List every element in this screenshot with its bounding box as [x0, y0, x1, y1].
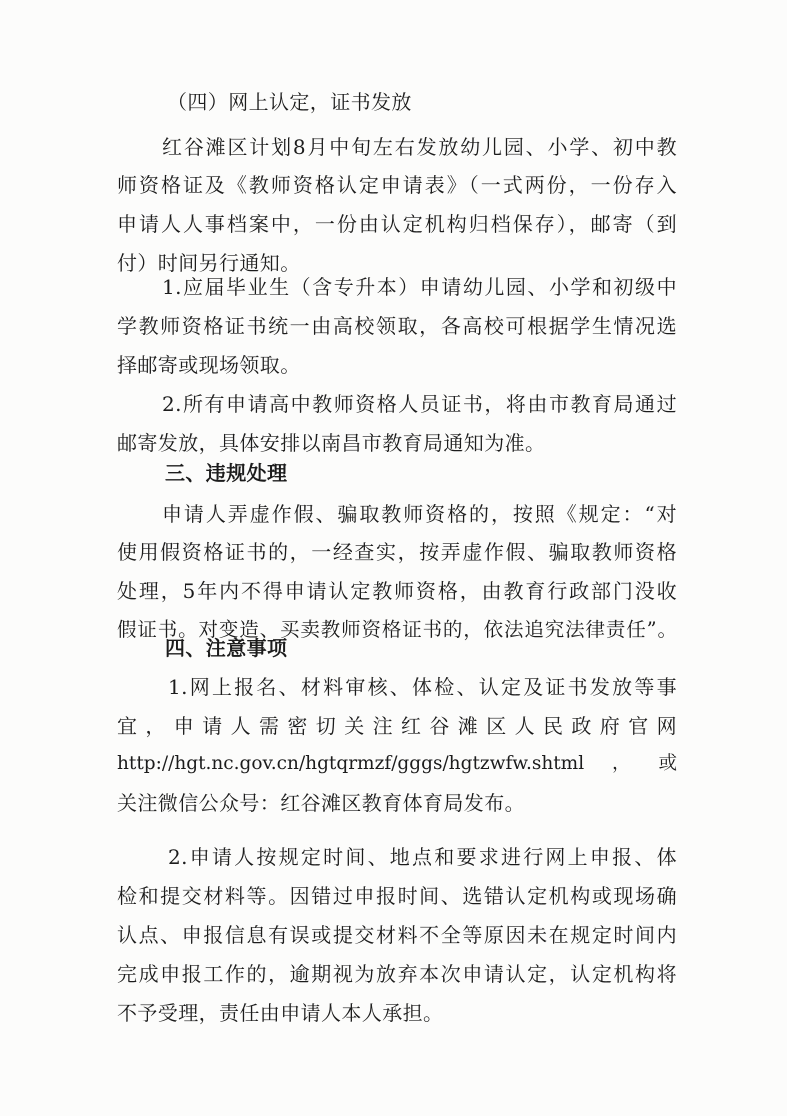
- paragraph-line: 师资格证及《教师资格认定申请表》（一式两份，一份存入: [117, 173, 677, 197]
- list-item-line: 检和提交材料等。因错过申报时间、选错认定机构或现场确: [117, 884, 677, 908]
- section-heading-online-certification: （四）网上认定，证书发放: [167, 90, 412, 114]
- list-item-line: 邮寄发放，具体安排以南昌市教育局通知为准。: [117, 431, 546, 455]
- paragraph-line: 红谷滩区计划8月中旬左右发放幼儿园、小学、初中教: [162, 135, 677, 159]
- list-item-line: 认点、申报信息有误或提交材料不全等原因未在规定时间内: [117, 923, 677, 947]
- list-item-line: 1.应届毕业生（含专升本）申请幼儿园、小学和初级中: [162, 275, 677, 299]
- list-item-line: 关注微信公众号：红谷滩区教育体育局发布。: [117, 791, 525, 815]
- list-item-line: 2.申请人按规定时间、地点和要求进行网上申报、体: [168, 845, 677, 869]
- list-item-line: 完成申报工作的，逾期视为放弃本次申请认定，认定机构将: [117, 962, 677, 986]
- paragraph-line: 付）时间另行通知。: [117, 251, 301, 275]
- paragraph-line: 处理，5年内不得申请认定教师资格，由教育行政部门没收: [117, 579, 677, 603]
- section-heading-violations: 三、违规处理: [165, 461, 288, 485]
- paragraph-line: 申请人弄虚作假、骗取教师资格的，按照《规定：“对: [162, 502, 677, 526]
- list-item-line: 学教师资格证书统一由高校领取，各高校可根据学生情况选: [117, 314, 677, 338]
- list-item-line: 2.所有申请高中教师资格人员证书，将由市教育局通过: [162, 392, 677, 416]
- list-item-line: 宜，申请人需密切关注红谷滩区人民政府官网: [117, 714, 677, 738]
- website-url[interactable]: http://hgt.nc.gov.cn/hgtqrmzf/gggs/hgtzwfw.shtml，或: [117, 753, 677, 774]
- list-item-line: 1.网上报名、材料审核、体检、认定及证书发放等事: [168, 675, 677, 699]
- list-item-line: 择邮寄或现场领取。: [117, 353, 301, 377]
- paragraph-line: 申请人人事档案中，一份由认定机构归档保存），邮寄（到: [117, 212, 677, 236]
- paragraph-line: 使用假资格证书的，一经查实，按弄虚作假、骗取教师资格: [117, 540, 677, 564]
- bleed-through-mark: [150, 95, 156, 116]
- paragraph-line: 假证书。对变造、买卖教师资格证书的，依法追究法律责任”。: [117, 618, 677, 641]
- list-item-line: 不予受理，责任由申请人本人承担。: [117, 1001, 444, 1025]
- section-heading-notes: 四、注意事项: [165, 636, 288, 660]
